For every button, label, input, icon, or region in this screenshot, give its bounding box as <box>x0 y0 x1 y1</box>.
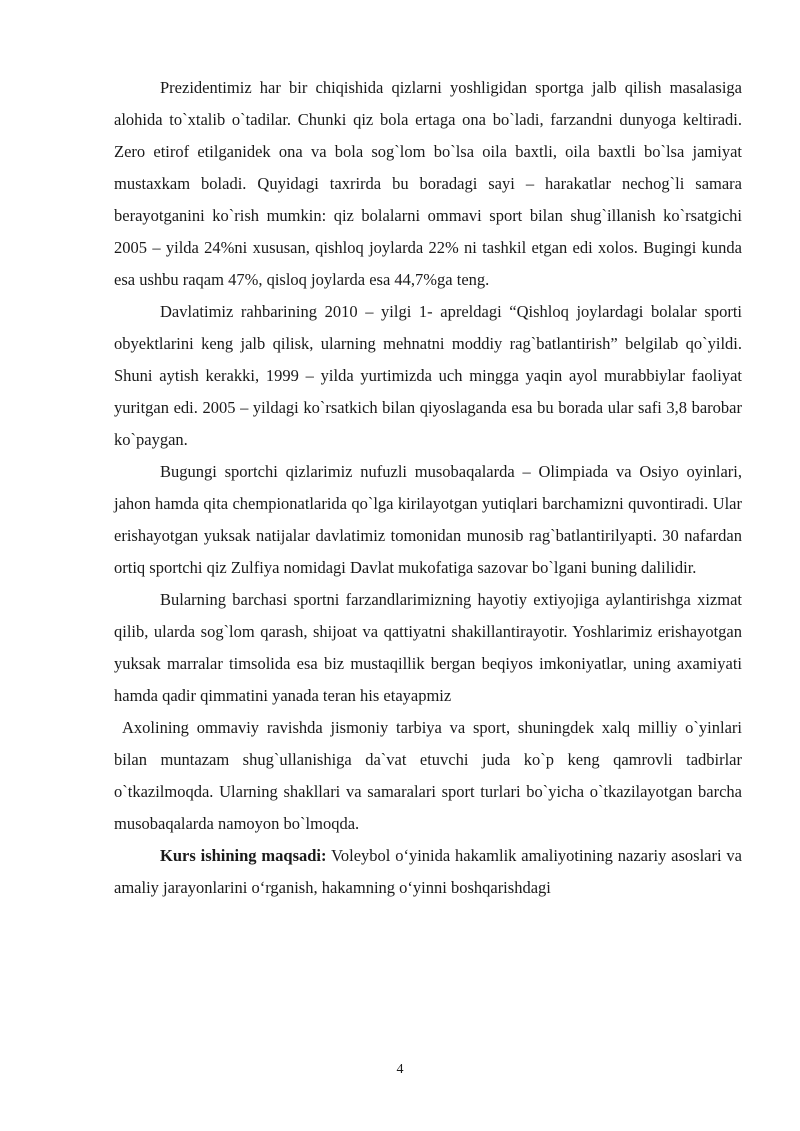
paragraph-6 <box>114 840 742 904</box>
paragraph-3: Bugungi sportchi qizlarimiz nufuzli musobaqalarda – Olimpiada va Osiyo oyinlari, jahon hamda qita chempionatlarida qo`lga kirilayotgan yutiqlari barchamizni quvontiradi. Ular erishayotgan yuksak natijalar davlatimiz tomonidan munosib rag`batlantirilyapti. 30 nafardan ortiq sportchi qiz Zulfiya nomidagi Davlat mukofatiga sazovar bo`lgani buning dalilidir. <box>114 462 742 577</box>
paragraph-4: Bularning barchasi sportni farzandlarimizning hayotiy extiyojiga aylantirishga xizmat qilib, ularda sog`lom qarash, shijoat va qattiyatni shakillantirayotir. Yoshlarimiz erishayotgan yuksak marralar timsolida esa biz mustaqillik bergan beqiyos imkoniyatlar, uning axamiyati hamda qadir qimmatini yanada teran his etayapmiz <box>114 590 742 705</box>
paragraph-2: Davlatimiz rahbarining 2010 – yilgi 1- apreldagi “Qishloq joylardagi bolalar sporti obyektlarini keng jalb qilisk, ularning mehnatni moddiy rag`batlantirish” belgilab qo`yildi. Shuni aytish kerakki, 1999 – yilda yurtimizda uch mingga yaqin ayol murabbiylar faoliyat yuritgan edi. 2005 – yildagi ko`rsatkich bilan qiyoslaganda esa bu borada ular safi 3,8 barobar ko`paygan. <box>114 302 742 449</box>
document-page <box>114 72 742 904</box>
paragraph-5: Axolining ommaviy ravishda jismoniy tarbiya va sport, shuningdek xalq milliy o`yinlari bilan muntazam shug`ullanishiga da`vat etuvchi juda ko`p keng qamrovli tadbirlar o`tkazilmoqda. Ularning shakllari va samaralari sport turlari bo`yicha o`tkazilayotgan barcha musobaqalarda namoyon bo`lmoqda. <box>114 718 742 833</box>
paragraph-1: Prezidentimiz har bir chiqishida qizlarni yoshligidan sportga jalb qilish masalasiga alohida to`xtalib o`tadilar. Chunki qiz bola ertaga ona bo`ladi, farzandni dunyoga keltiradi. Zero etirof etilganidek ona va bola sog`lom bo`lsa oila baxtli, oila baxtli bo`lsa jamiyat mustaxkam boladi. Quyidagi taxrirda bu boradagi sayi – harakatlar nechog`li samara berayotganini ko`rish mumkin: qiz bolalarni ommavi sport bilan shug`illanish ko`rsatgichi 2005 – yilda 24%ni xususan, qishloq joylarda 22% ni tashkil etgan edi xolos. Bugingi kunda esa ushbu raqam 47%, qisloq joylarda esa 44,7%ga teng. <box>114 78 742 289</box>
paragraph-6-text: Voleybol o‘yinida hakamlik amaliyotining nazariy asoslari va amaliy jarayonlarini o‘rganish, hakamning o‘yinni boshqarishdagi <box>114 846 743 897</box>
page-number: 4 <box>396 1062 404 1077</box>
paragraph-6-bold-lead: Kurs ishining maqsadi: <box>160 846 327 865</box>
